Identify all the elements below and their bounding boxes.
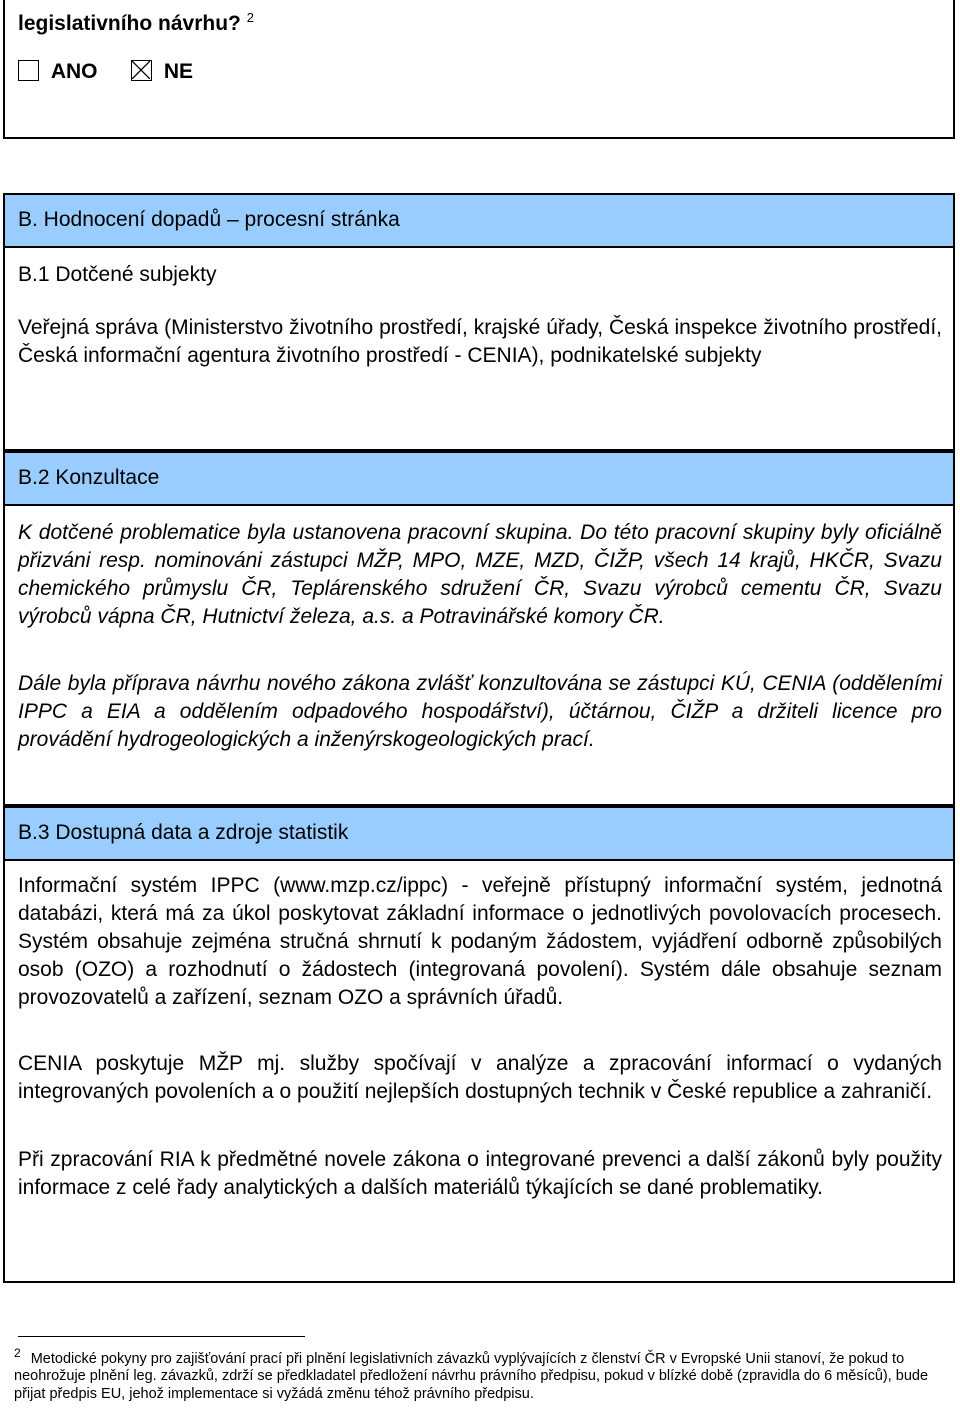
section-b3-paragraph-1: Informační systém IPPC (www.mzp.cz/ippc) - veřejně přístupný informační systém, jednotná databázi, která má za úkol poskytovat základní informace o jednotlivých povolovacích procesech. Systém obsahuje zejména stručná shrnutí k podaným žádostem, vyjádření odborně způsobilých osob (OZO) a rozhodnutí o žádostech (integrovaná povolení). Systém dále obsahuje seznam provozovatelů a zařízení, seznam OZO a správních úřadů. bbox=[18, 874, 942, 1009]
section-b3-title: B.3 Dostupná data a zdroje statistik bbox=[18, 821, 349, 844]
option-ne[interactable] bbox=[131, 58, 193, 86]
option-ano-label: ANO bbox=[50, 60, 98, 83]
footnote-separator bbox=[18, 1336, 305, 1337]
section-b3-paragraph-3: Při zpracování RIA k předmětné novele zákona o integrované prevenci a další zákonů byly použity informace z celé řady analytických a dalších materiálů týkajících se dané problematiky. bbox=[18, 1148, 942, 1199]
question-heading bbox=[18, 4, 254, 38]
footnote-text: Metodické pokyny pro zajišťování prací při plnění legislativních závazků vyplývajících z členství ČR v Evropské Unii stanoví, že pokud to neohrožuje plnění leg. závazků, zdrží se předkladatel předložení návrhu právního předpisu, pokud v blízké době (zpravidla do 6 měsíců), bude přijat předpis EU, jehož implementace si vyžádá změnu téhož právního předpisu. bbox=[14, 1350, 929, 1402]
section-b2-title: B.2 Konzultace bbox=[18, 466, 160, 489]
footnote bbox=[14, 1345, 944, 1403]
footnote-reference: 2 bbox=[246, 10, 254, 25]
section-b3-paragraph-2: CENIA poskytuje MŽP mj. služby spočívají v analýze a zpracování informací o vydaných integrovaných povoleních a o použití nejlepších dostupných technik v České republice a zahraničí. bbox=[18, 1052, 942, 1103]
section-b2-paragraph-2: Dále byla příprava návrhu nového zákona zvlášť konzultována se zástupci KÚ, CENIA (odděleními IPPC a EIA a oddělením odpadového hospodářství), účtárnou, ČIŽP a držiteli licence pro provádění hydrogeologických a inženýrskogeologických prací. bbox=[18, 672, 942, 751]
option-ano[interactable] bbox=[18, 58, 98, 86]
section-b1-title: B.1 Dotčené subjekty bbox=[18, 263, 217, 286]
checkbox-ne[interactable] bbox=[131, 60, 152, 81]
footnote-number: 2 bbox=[14, 1346, 21, 1360]
section-b2-paragraph-1: K dotčené problematice byla ustanovena pracovní skupina. Do této pracovní skupiny byly oficiálně přizváni resp. nominováni zástupci MŽP, MPO, MZE, MZD, ČIŽP, všech 14 krajů, HKČR, Svazu chemického průmyslu ČR, Teplárenského sdružení ČR, Svazu výrobců cementu ČR, Svazu výrobců vápna ČR, Hutnictví železa, a.s. a Potravinářské komory ČR. bbox=[18, 521, 942, 628]
checkbox-ano[interactable] bbox=[18, 60, 39, 81]
section-b1-text: Veřejná správa (Ministerstvo životního prostředí, krajské úřady, Česká inspekce životního prostředí, Česká informační agentura životního prostředí - CENIA), podnikatelské subjekty bbox=[18, 316, 942, 367]
section-b-title: B. Hodnocení dopadů – procesní stránka bbox=[18, 208, 400, 231]
question-text: legislativního návrhu? bbox=[18, 12, 241, 35]
option-ne-label: NE bbox=[163, 60, 194, 83]
checkmark-x-icon bbox=[132, 61, 150, 79]
